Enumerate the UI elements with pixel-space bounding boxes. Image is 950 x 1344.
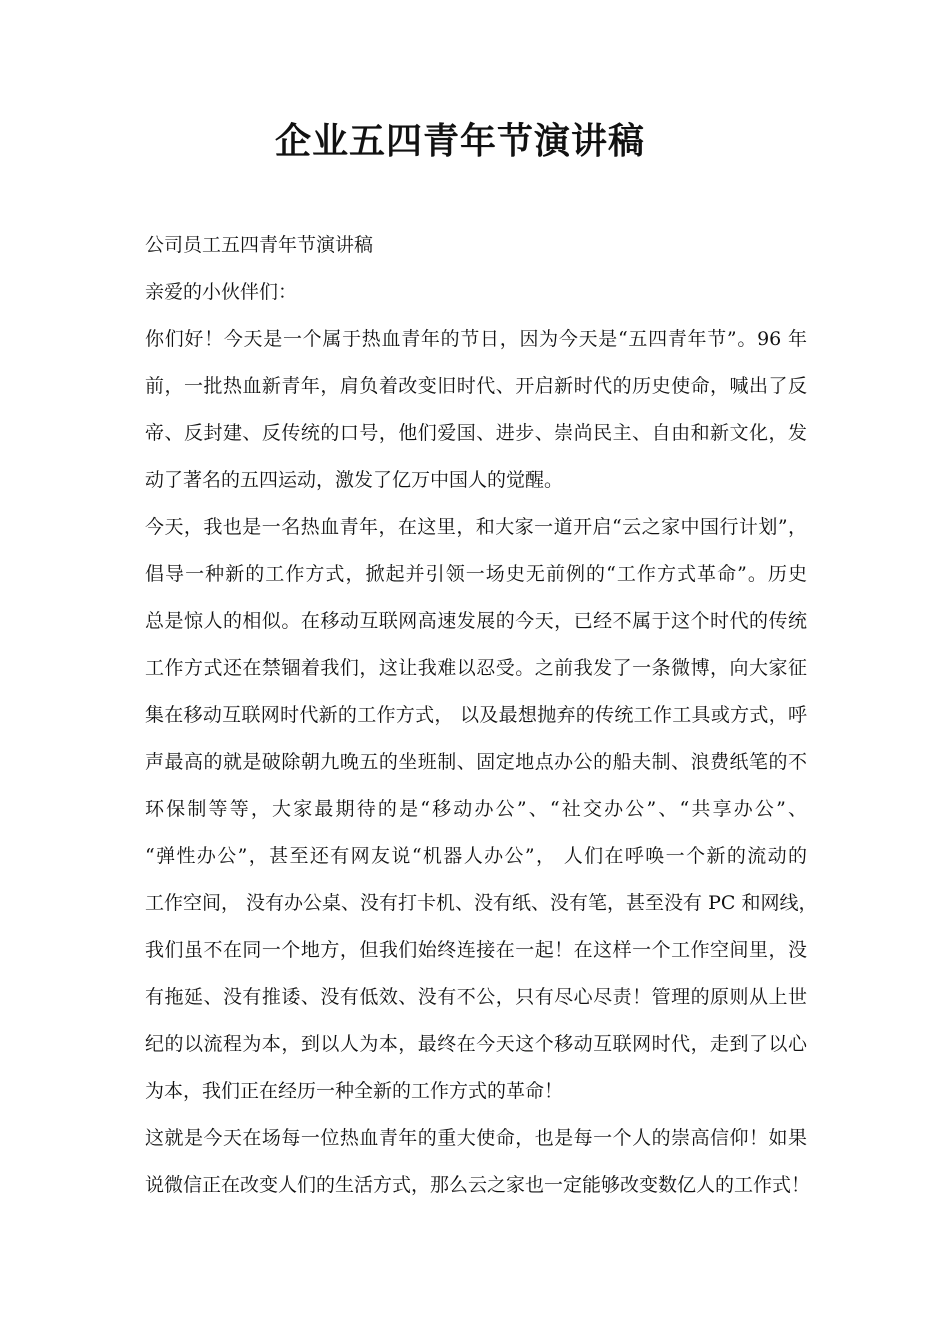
paragraph-line: “弹性办公”，甚至还有网友说“机器人办公”， 人们在呼唤一个新的流动的	[145, 845, 807, 867]
paragraph-line: 今天，我也是一名热血青年，在这里，和大家一道开启“云之家中国行计划”，	[145, 516, 807, 538]
paragraph-line: 工作空间， 没有办公桌、没有打卡机、没有纸、没有笔，甚至没有 PC 和网线，	[145, 892, 818, 914]
paragraph-line: 我们虽不在同一个地方，但我们始终连接在一起！在这样一个工作空间里，没	[145, 939, 807, 961]
document-body	[145, 222, 818, 1209]
paragraph-line: 纪的以流程为本，到以人为本，最终在今天这个移动互联网时代，走到了以心	[145, 1033, 807, 1055]
paragraph-line: 这就是今天在场每一位热血青年的重大使命，也是每一个人的崇高信仰！如果	[145, 1127, 807, 1149]
paragraph-line: 工作方式还在禁锢着我们，这让我难以忍受。之前我发了一条微博，向大家征	[145, 657, 807, 679]
paragraph-line: 声最高的就是破除朝九晚五的坐班制、固定地点办公的船夫制、浪费纸笔的不	[145, 751, 807, 773]
paragraph-line: 帝、反封建、反传统的口号，他们爱国、进步、崇尚民主、自由和新文化，发	[145, 422, 807, 444]
body-paragraph-2	[145, 504, 818, 1115]
document-title: 企业五四青年节演讲稿	[274, 121, 645, 162]
greeting-line: 亲爱的小伙伴们：	[145, 281, 298, 303]
body-paragraph-3	[145, 1115, 811, 1209]
greeting-paragraph	[145, 269, 807, 316]
subtitle-paragraph	[145, 222, 807, 269]
paragraph-line: 有拖延、没有推诿、没有低效、没有不公，只有尽心尽责！管理的原则从上世	[145, 986, 807, 1008]
paragraph-line: 你们好！今天是一个属于热血青年的节日，因为今天是“五四青年节”。96 年	[145, 328, 807, 350]
paragraph-line: 集在移动互联网时代新的工作方式， 以及最想抛弃的传统工作工具或方式，呼	[145, 704, 807, 726]
paragraph-line: 倡导一种新的工作方式，掀起并引领一场史无前例的“工作方式革命”。历史	[145, 563, 807, 585]
paragraph-line: 总是惊人的相似。在移动互联网高速发展的今天，已经不属于这个时代的传统	[145, 610, 807, 632]
paragraph-line: 前，一批热血新青年，肩负着改变旧时代、开启新时代的历史使命，喊出了反	[145, 375, 807, 397]
paragraph-line: 说微信正在改变人们的生活方式，那么云之家也一定能够改变数亿人的工作式！	[145, 1174, 811, 1196]
paragraph-line: 为本，我们正在经历一种全新的工作方式的革命！	[145, 1080, 564, 1102]
subtitle-line: 公司员工五四青年节演讲稿	[145, 234, 374, 256]
paragraph-line: 动了著名的五四运动，激发了亿万中国人的觉醒。	[145, 469, 564, 491]
paragraph-line: 环保制等等，大家最期待的是“移动办公”、“社交办公”、“共享办公”、	[145, 798, 807, 820]
body-paragraph-1	[145, 316, 807, 504]
